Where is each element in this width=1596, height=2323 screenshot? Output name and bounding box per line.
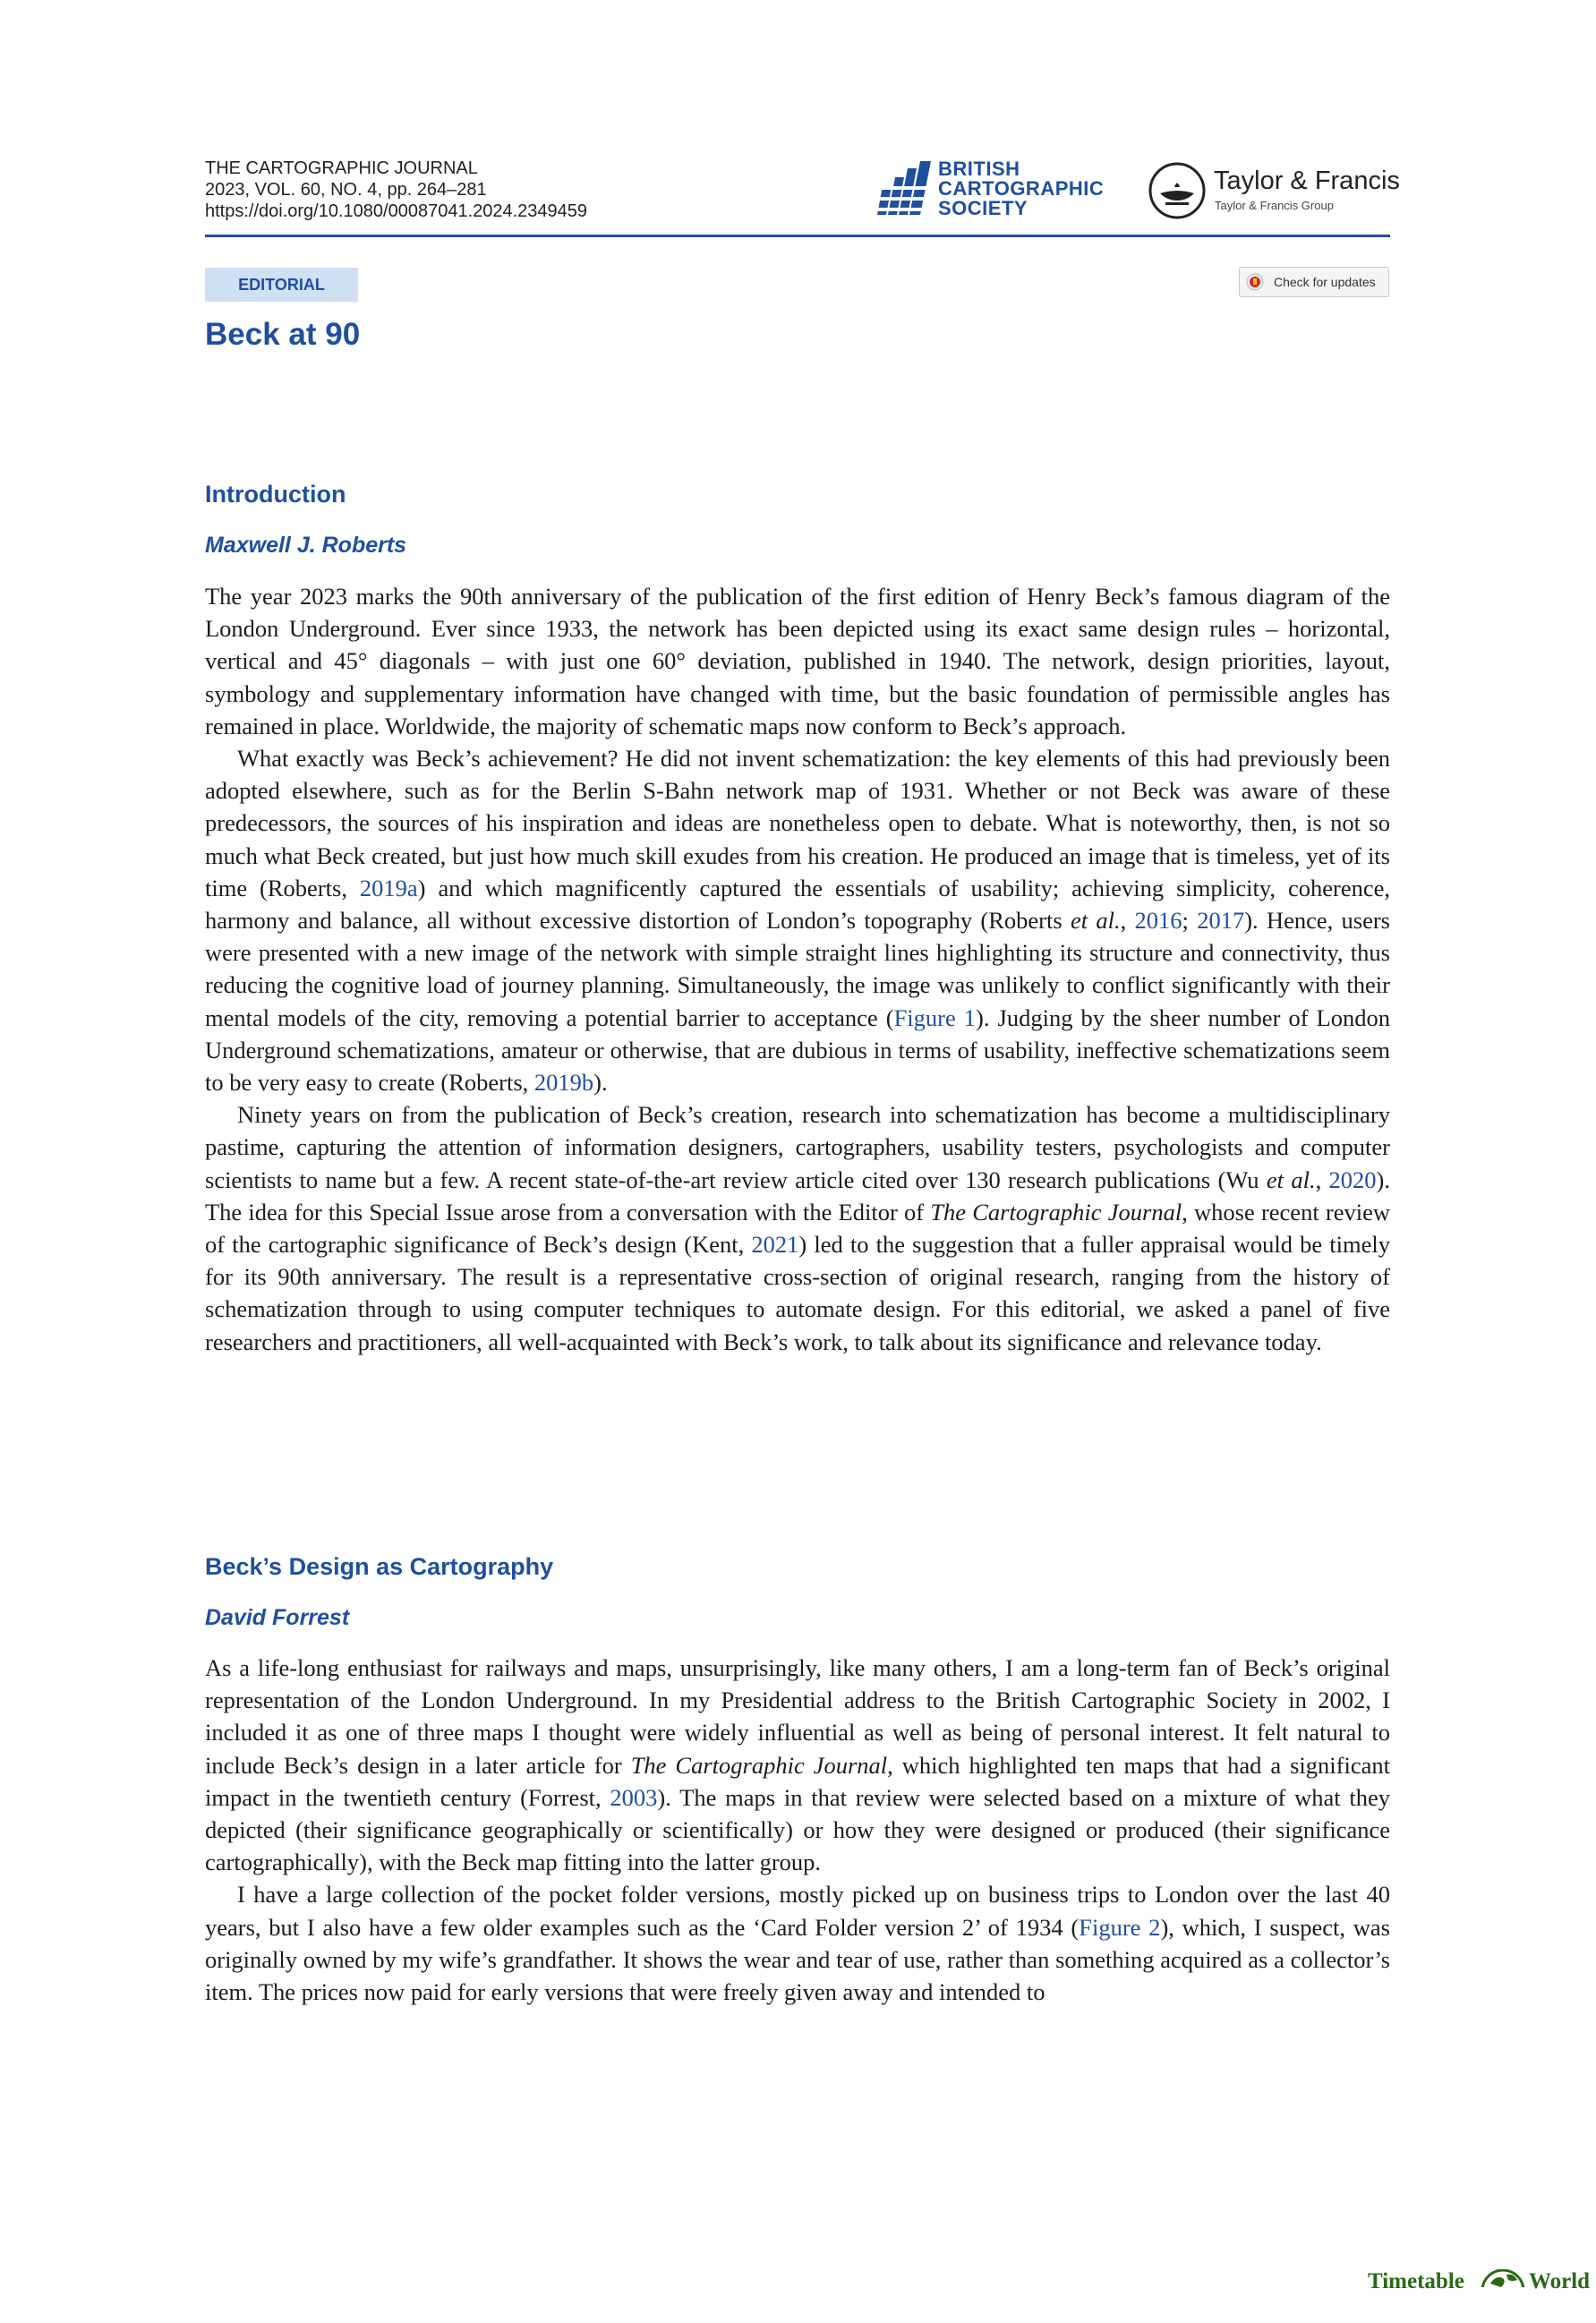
paragraph: What exactly was Beck’s achievement? He did not invent schematization: the key elements of this had previously been adopted elsewhere, such as for the Berlin S-Bahn network map of 1931. Whether or not Beck was aware of these predecessors, the sources of his inspiration and ideas are nonetheless open to debate. What is noteworthy, then, is not so much what Beck created, but just how much skill exudes from his creation. He produced an image that is timeless, yet of its time (Roberts, 2019a) and which magnificently captured the essentials of usability; achieving simplicity, coherence, harmony and balance, all without excessive distortion of London’s topography (Roberts et al., 2016; 2017). Hence, users were presented with a new image of the network with simple straight lines highlighting its structure and connectivity, thus reducing the cognitive load of journey planning. Simultaneously, the image was unlikely to conflict significantly with their mental models of the city, removing a potential barrier to acceptance (Figure 1). Judging by the sheer number of London Underground schematizations, amateur or otherwise, that are dubious in terms of usability, ineffective schematizations seem to be very easy to create (Roberts, 2019b).	[205, 745, 1390, 1097]
bcs-line-1: BRITISH	[938, 158, 1020, 180]
article-type-badge: EDITORIAL	[205, 268, 358, 302]
check-updates-button[interactable]	[1239, 267, 1389, 297]
doi-link[interactable]: https://doi.org/10.1080/00087041.2024.2349459	[205, 201, 588, 221]
reference-link[interactable]: 2021	[751, 1231, 799, 1259]
section-author-forrest: David Forrest	[205, 1605, 350, 1630]
section-body-cartography	[205, 1652, 1390, 2008]
publisher-name: Taylor & Francis	[1214, 167, 1400, 195]
bcs-logo-icon	[874, 159, 936, 222]
paragraph: The year 2023 marks the 90th anniversary of the publication of the first edition of Henry Beck’s famous diagram of the London Underground. Ever since 1933, the network has been depicted using its exact same design rules – horizontal, vertical and 45° diagonals – with just one 60° deviation, published in 1940. The network, design priorities, layout, symbology and supplementary information have changed with time, but the basic foundation of permissible angles has remained in place. Worldwide, the majority of schematic maps now conform to Beck’s approach.	[205, 583, 1390, 739]
volume-line: 2023, VOL. 60, NO. 4, pp. 264–281	[205, 180, 487, 200]
bcs-line-2: CARTOGRAPHIC	[938, 177, 1105, 200]
publisher-logo	[1148, 161, 1398, 224]
globe-icon	[1480, 2269, 1526, 2287]
journal-title: The Cartographic Journal	[630, 1751, 888, 1779]
paragraph: Ninety years on from the publication of Beck’s creation, research into schematization has become a multidisciplinary pastime, capturing the attention of information designers, cartographers, usability testers, psychologists and computer scientists to name but a few. A recent state-of-the-art review article cited over 130 research publications (Wu et al., 2020). The idea for this Special Issue arose from a conversation with the Editor of The Cartographic Journal, whose recent review of the cartographic significance of Beck’s design (Kent, 2021) led to the suggestion that a fuller appraisal would be timely for its 90th anniversary. The result is a representative cross-section of original research, ranging from the history of schematization through to using computer techniques to automate design. For this editorial, we asked a panel of five researchers and practitioners, all well-acquainted with Beck’s work, to talk about its significance and relevance today.	[205, 1101, 1390, 1355]
reference-link[interactable]: 2019a	[359, 874, 418, 901]
bcs-line-3: SOCIETY	[938, 197, 1028, 219]
check-updates-icon	[1246, 273, 1264, 291]
section-body-introduction	[205, 580, 1390, 1358]
section-heading-introduction: Introduction	[205, 481, 346, 508]
journal-title: The Cartographic Journal	[930, 1198, 1182, 1226]
journal-name: THE CARTOGRAPHIC JOURNAL	[205, 158, 478, 178]
paragraph: As a life-long enthusiast for railways and maps, unsurprisingly, like many others, I am a long-term fan of Beck’s original representation of the London Underground. In my Presidential address to the British Cartographic Society in 2002, I included it as one of three maps I thought were widely influential as well as being of personal interest. It felt natural to include Beck’s design in a later article for The Cartographic Journal, which highlighted ten maps that had a significant impact in the twentieth century (Forrest, 2003). The maps in that review were selected based on a mixture of what they depicted (their significance geographically or scientifically) or how they were designed or produced (their significance cartographically), with the Beck map fitting into the latter group.	[205, 1654, 1390, 1876]
section-heading-cartography: Beck’s Design as Cartography	[205, 1553, 554, 1580]
publisher-group: Taylor & Francis Group	[1215, 199, 1334, 212]
watermark-left: Timetable	[1368, 2269, 1464, 2293]
header-divider	[205, 235, 1390, 237]
figure-link[interactable]: Figure 1	[893, 1004, 977, 1031]
bcs-logo	[874, 159, 1124, 222]
paragraph: I have a large collection of the pocket folder versions, mostly picked up on business trips to London over the last 40 years, but I also have a few older examples such as the ‘Card Folder version 2’ of 1934 (Figure 2), which, I suspect, was originally owned by my wife’s grandfather. It shows the wear and tear of use, rather than something acquired as a collector’s item. The prices now paid for early versions that were freely given away and intended to	[205, 1881, 1390, 2006]
journal-citation	[205, 158, 587, 222]
watermark-right: World	[1529, 2269, 1591, 2293]
reference-link[interactable]: 2020	[1328, 1166, 1377, 1193]
lamp-logo-icon	[1148, 161, 1207, 220]
bcs-name	[938, 159, 1104, 218]
article-title: Beck at 90	[205, 317, 361, 352]
figure-link[interactable]: Figure 2	[1079, 1913, 1161, 1941]
reference-link[interactable]: 2016	[1134, 907, 1182, 935]
watermark	[1368, 2269, 1592, 2323]
section-author-roberts: Maxwell J. Roberts	[205, 533, 407, 558]
check-updates-label: Check for updates	[1274, 275, 1376, 289]
reference-link[interactable]: 2019b	[533, 1069, 594, 1097]
reference-link[interactable]: 2003	[610, 1783, 658, 1811]
reference-link[interactable]: 2017	[1197, 907, 1245, 935]
